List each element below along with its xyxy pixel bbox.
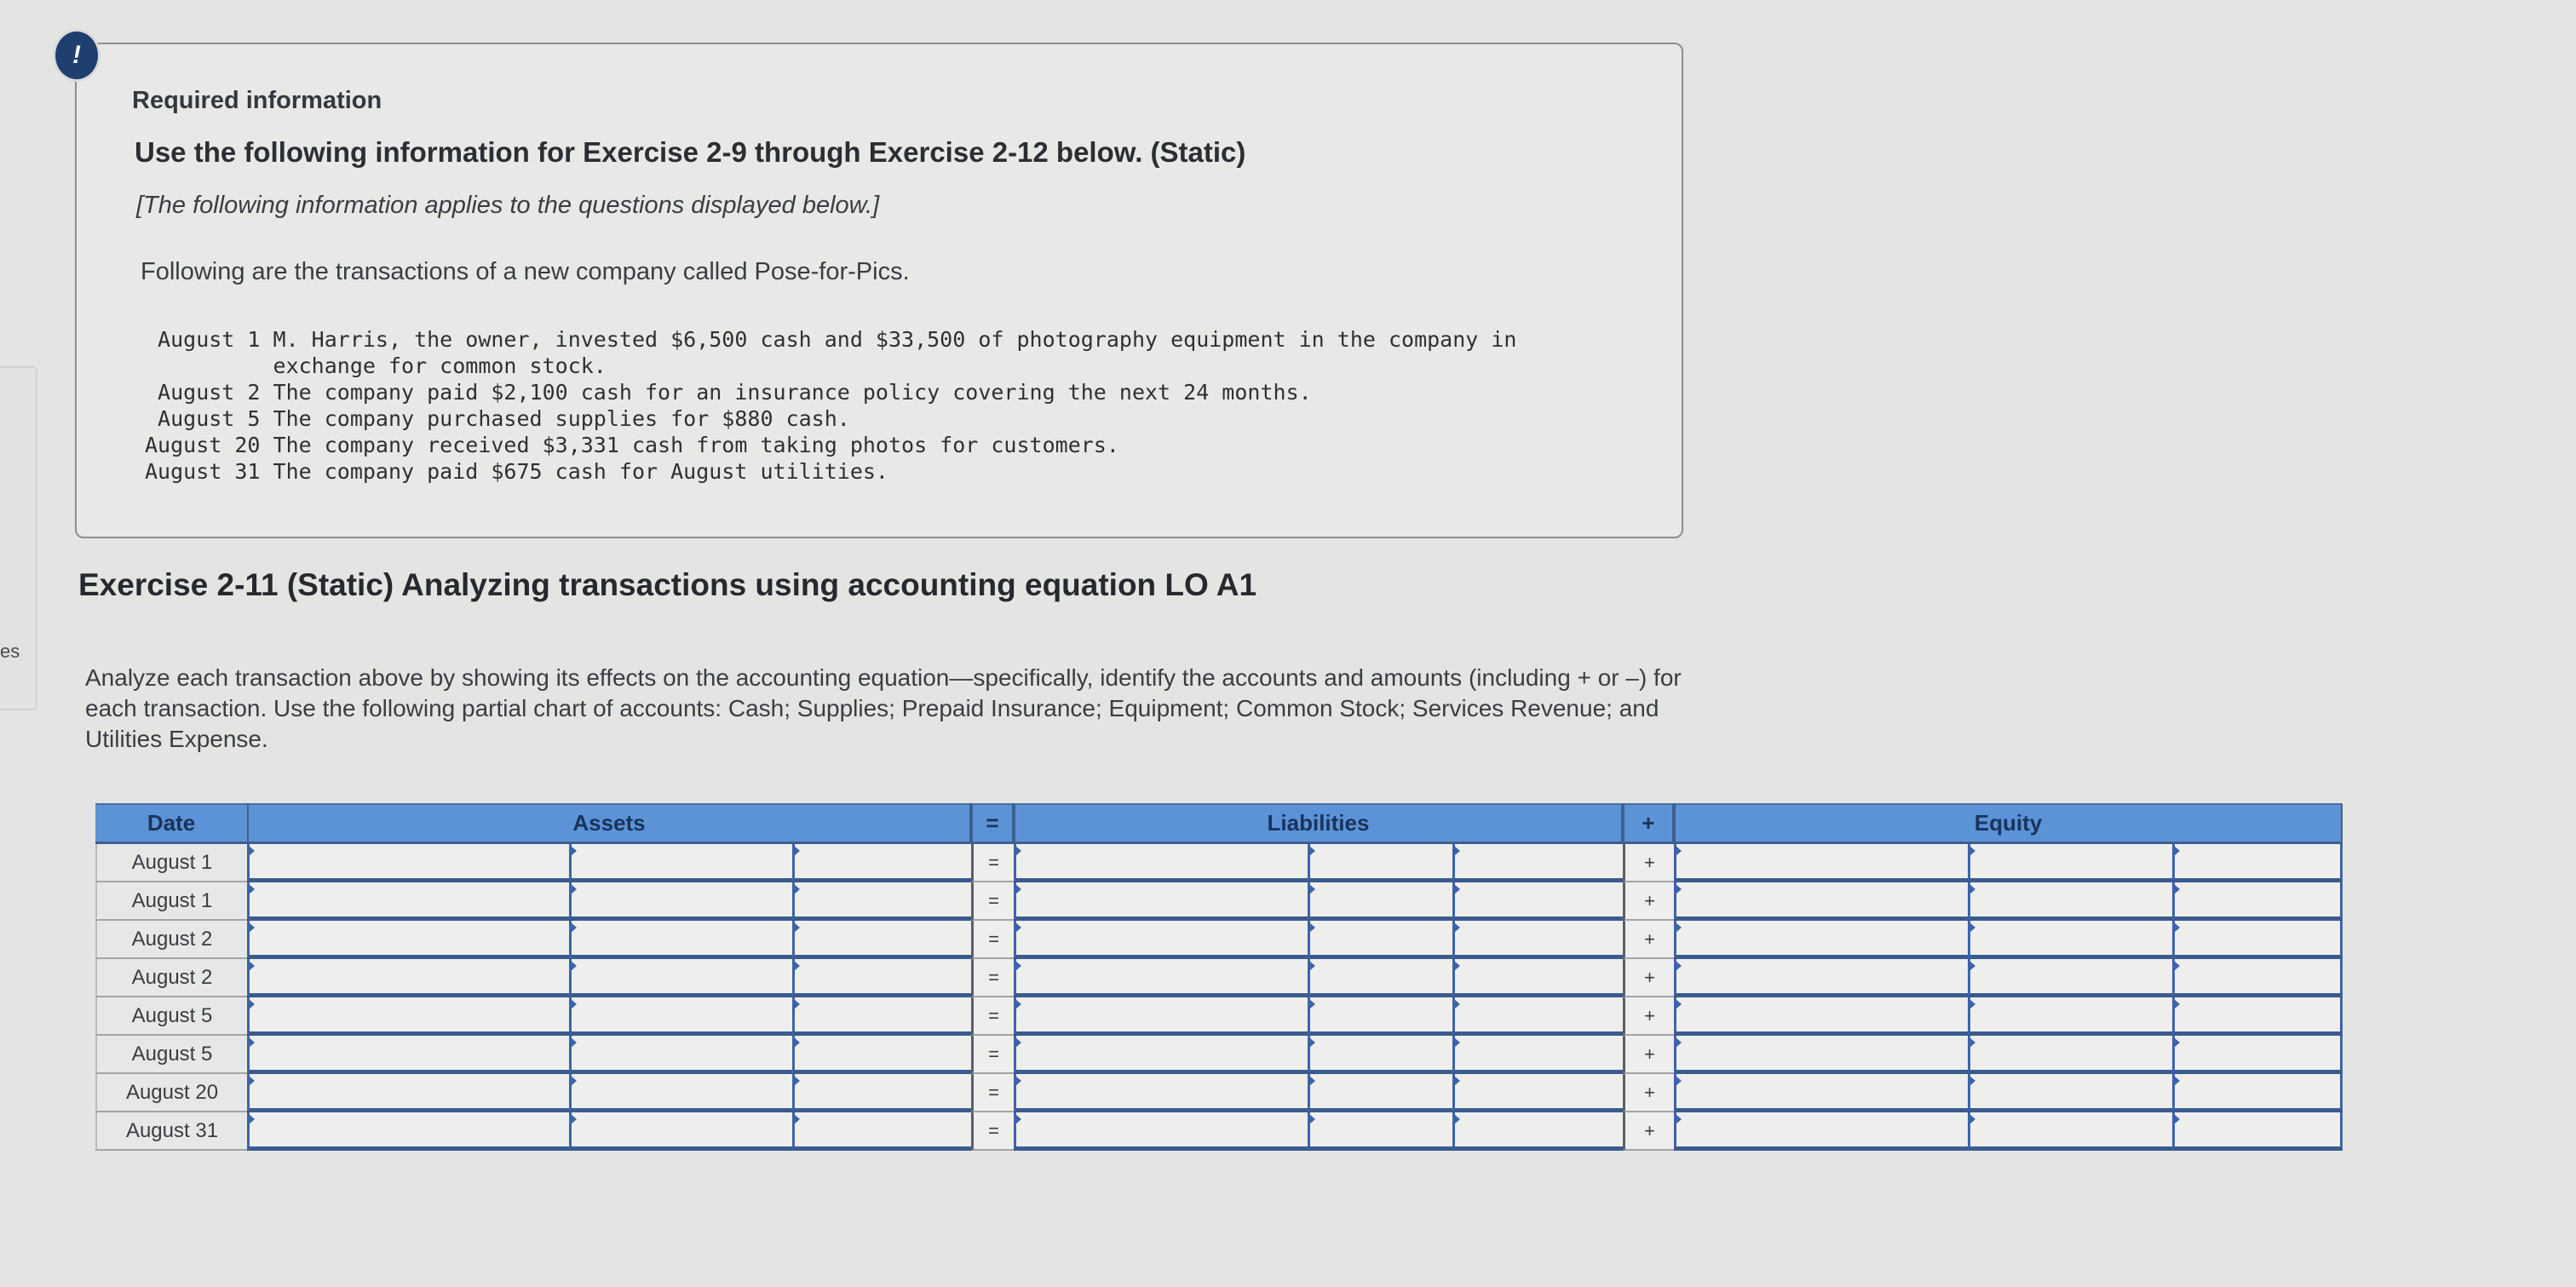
- liabilities-account-select[interactable]: [1014, 1074, 1308, 1112]
- equals-sign: =: [971, 959, 1014, 997]
- assets-amount-input-2[interactable]: [792, 1074, 971, 1112]
- date-cell: August 1: [95, 844, 247, 882]
- equity-amount-input-2[interactable]: [2172, 921, 2343, 959]
- assets-account-select[interactable]: [247, 1112, 569, 1151]
- date-cell: August 20: [95, 1074, 247, 1112]
- equals-sign: =: [971, 1036, 1014, 1074]
- date-cell: August 2: [95, 921, 247, 959]
- equity-amount-input-2[interactable]: [2172, 1074, 2343, 1112]
- liabilities-amount-input-2[interactable]: [1452, 921, 1623, 959]
- accounting-equation-table: [95, 803, 2343, 1152]
- liabilities-amount-input[interactable]: [1308, 1074, 1452, 1112]
- header-liabilities: Liabilities: [1014, 803, 1623, 844]
- table-row: [95, 882, 2343, 921]
- assets-amount-input-2[interactable]: [792, 844, 971, 882]
- liabilities-amount-input-2[interactable]: [1452, 882, 1623, 921]
- assets-amount-input[interactable]: [569, 921, 792, 959]
- table-row: [95, 1036, 2343, 1074]
- header-plus: +: [1623, 803, 1674, 844]
- assets-amount-input-2[interactable]: [792, 1036, 971, 1074]
- equals-sign: =: [971, 1074, 1014, 1112]
- plus-sign: +: [1623, 1036, 1674, 1074]
- equals-sign: =: [971, 1112, 1014, 1151]
- assets-amount-input[interactable]: [569, 882, 792, 921]
- equity-amount-input[interactable]: [1968, 921, 2172, 959]
- equity-amount-input[interactable]: [1968, 882, 2172, 921]
- liabilities-amount-input[interactable]: [1308, 997, 1452, 1036]
- transactions-list: [145, 326, 1517, 485]
- exercise-instructions: Analyze each transaction above by showing its effects on the accounting equation—specifically, identify the accounts and amounts (including + or –) for each transaction. Use the following partial chart of accounts: Cash; Supplies; Prepaid Insurance; Equipment; Common Stock; Services Revenue; and Utilities Expense.: [85, 664, 1682, 752]
- transaction-line: August 5 The company purchased supplies for $880 cash.: [145, 406, 850, 431]
- equity-account-select[interactable]: [1674, 1112, 1968, 1151]
- liabilities-amount-input[interactable]: [1308, 959, 1452, 997]
- equity-amount-input[interactable]: [1968, 1036, 2172, 1074]
- liabilities-account-select[interactable]: [1014, 844, 1308, 882]
- date-cell: August 5: [95, 997, 247, 1036]
- assets-account-select[interactable]: [247, 1036, 569, 1074]
- transaction-line: August 31 The company paid $675 cash for August utilities.: [145, 459, 888, 484]
- equity-amount-input[interactable]: [1968, 1074, 2172, 1112]
- equals-sign: =: [971, 997, 1014, 1036]
- plus-sign: +: [1623, 882, 1674, 921]
- equity-amount-input[interactable]: [1968, 844, 2172, 882]
- assets-account-select[interactable]: [247, 959, 569, 997]
- equity-account-select[interactable]: [1674, 882, 1968, 921]
- transaction-line: August 20 The company received $3,331 cash from taking photos for customers.: [145, 433, 1119, 457]
- assets-amount-input[interactable]: [569, 959, 792, 997]
- equity-amount-input-2[interactable]: [2172, 1112, 2343, 1151]
- liabilities-account-select[interactable]: [1014, 997, 1308, 1036]
- liabilities-amount-input-2[interactable]: [1452, 1036, 1623, 1074]
- equity-account-select[interactable]: [1674, 1036, 1968, 1074]
- date-cell: August 2: [95, 959, 247, 997]
- assets-account-select[interactable]: [247, 1074, 569, 1112]
- header-assets: Assets: [247, 803, 971, 844]
- assets-account-select[interactable]: [247, 997, 569, 1036]
- assets-amount-input[interactable]: [569, 1112, 792, 1151]
- liabilities-amount-input[interactable]: [1308, 1036, 1452, 1074]
- equity-account-select[interactable]: [1674, 997, 1968, 1036]
- plus-sign: +: [1623, 959, 1674, 997]
- equity-amount-input-2[interactable]: [2172, 959, 2343, 997]
- equity-account-select[interactable]: [1674, 844, 1968, 882]
- liabilities-account-select[interactable]: [1014, 1112, 1308, 1151]
- equity-amount-input-2[interactable]: [2172, 844, 2343, 882]
- use-following-heading: Use the following information for Exercise 2-9 through Exercise 2-12 below. (Static): [135, 136, 1246, 168]
- liabilities-account-select[interactable]: [1014, 959, 1308, 997]
- table-row: [95, 844, 2343, 882]
- applies-note: [The following information applies to the questions displayed below.]: [136, 192, 880, 219]
- assets-amount-input-2[interactable]: [792, 921, 971, 959]
- transaction-line: exchange for common stock.: [145, 353, 607, 378]
- left-panel-partial-label: es: [0, 641, 20, 662]
- date-cell: August 5: [95, 1036, 247, 1074]
- transaction-line: August 2 The company paid $2,100 cash for an insurance policy covering the next 24 months.: [145, 380, 1312, 405]
- header-equity: Equity: [1674, 803, 2343, 844]
- liabilities-amount-input[interactable]: [1308, 882, 1452, 921]
- plus-sign: +: [1623, 921, 1674, 959]
- assets-amount-input-2[interactable]: [792, 882, 971, 921]
- liabilities-amount-input[interactable]: [1308, 844, 1452, 882]
- alert-icon: !: [53, 29, 101, 82]
- table-row: [95, 959, 2343, 997]
- liabilities-amount-input[interactable]: [1308, 1112, 1452, 1151]
- assets-amount-input-2[interactable]: [792, 959, 971, 997]
- equals-sign: =: [971, 882, 1014, 921]
- liabilities-account-select[interactable]: [1014, 921, 1308, 959]
- equity-amount-input-2[interactable]: [2172, 997, 2343, 1036]
- equals-sign: =: [971, 921, 1014, 959]
- table-row: [95, 921, 2343, 959]
- assets-amount-input-2[interactable]: [792, 1112, 971, 1151]
- equity-account-select[interactable]: [1674, 921, 1968, 959]
- equity-amount-input[interactable]: [1968, 997, 2172, 1036]
- exercise-title: Exercise 2-11 (Static) Analyzing transactions using accounting equation LO A1: [78, 567, 1257, 602]
- intro-text: Following are the transactions of a new company called Pose-for-Pics.: [141, 258, 910, 285]
- header-date: Date: [95, 803, 247, 844]
- liabilities-amount-input-2[interactable]: [1452, 1112, 1623, 1151]
- equals-sign: =: [971, 844, 1014, 882]
- liabilities-amount-input-2[interactable]: [1452, 844, 1623, 882]
- equity-amount-input-2[interactable]: [2172, 882, 2343, 921]
- plus-sign: +: [1623, 844, 1674, 882]
- plus-sign: +: [1623, 1074, 1674, 1112]
- table-row: [95, 997, 2343, 1036]
- equity-amount-input-2[interactable]: [2172, 1036, 2343, 1074]
- assets-amount-input-2[interactable]: [792, 997, 971, 1036]
- plus-sign: +: [1623, 997, 1674, 1036]
- date-cell: August 1: [95, 882, 247, 921]
- table-row: [95, 1074, 2343, 1112]
- liabilities-amount-input-2[interactable]: [1452, 1074, 1623, 1112]
- equity-amount-input[interactable]: [1968, 959, 2172, 997]
- equity-account-select[interactable]: [1674, 1074, 1968, 1112]
- assets-account-select[interactable]: [247, 921, 569, 959]
- assets-account-select[interactable]: [247, 882, 569, 921]
- equity-amount-input[interactable]: [1968, 1112, 2172, 1151]
- assets-amount-input[interactable]: [569, 1074, 792, 1112]
- table-row: [95, 1112, 2343, 1151]
- required-information-title: Required information: [132, 87, 382, 114]
- assets-account-select[interactable]: [247, 844, 569, 882]
- transaction-line: August 1 M. Harris, the owner, invested $6,500 cash and $33,500 of photography equipment in the company in: [145, 327, 1517, 352]
- date-cell: August 31: [95, 1112, 247, 1151]
- assets-amount-input[interactable]: [569, 997, 792, 1036]
- liabilities-amount-input[interactable]: [1308, 921, 1452, 959]
- liabilities-account-select[interactable]: [1014, 1036, 1308, 1074]
- liabilities-account-select[interactable]: [1014, 882, 1308, 921]
- liabilities-amount-input-2[interactable]: [1452, 997, 1623, 1036]
- equity-account-select[interactable]: [1674, 959, 1968, 997]
- assets-amount-input[interactable]: [569, 844, 792, 882]
- header-equals: =: [971, 803, 1014, 844]
- assets-amount-input[interactable]: [569, 1036, 792, 1074]
- plus-sign: +: [1623, 1112, 1674, 1151]
- liabilities-amount-input-2[interactable]: [1452, 959, 1623, 997]
